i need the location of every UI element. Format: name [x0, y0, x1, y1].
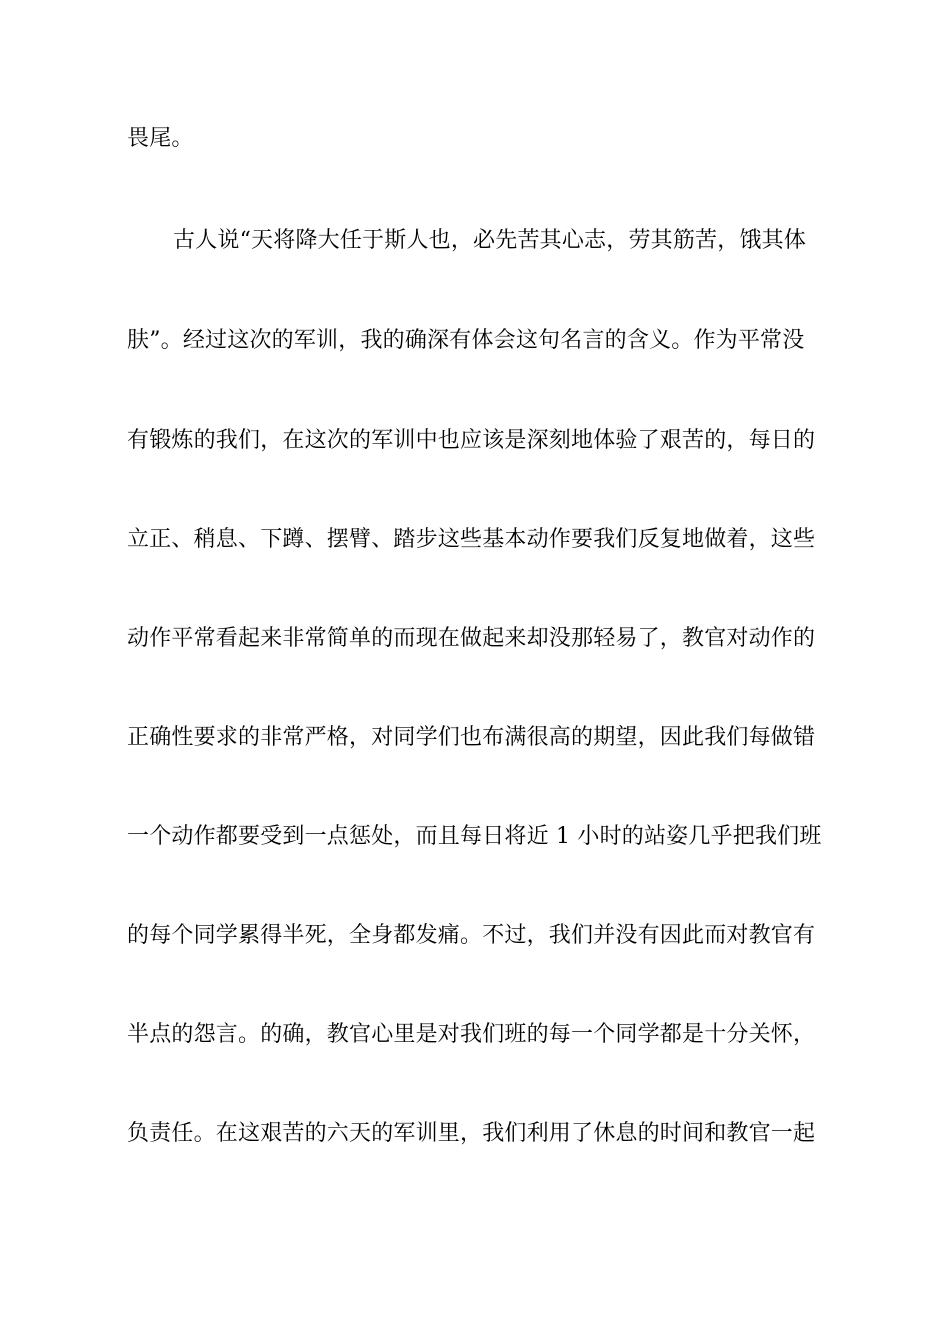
- text-line-10: 半点的怨言。的确，教官心里是对我们班的每一个同学都是十分关怀，: [127, 1022, 816, 1047]
- text-line-6: 动作平常看起来非常简单的而现在做起来却没那轻易了，教官对动作的: [127, 626, 816, 651]
- text-line-9: 的每个同学累得半死，全身都发痛。不过，我们并没有因此而对教官有: [127, 923, 816, 948]
- text-line-1: 畏尾。: [127, 126, 194, 151]
- text-line-5: 立正、稍息、下蹲、摆臂、踏步这些基本动作要我们反复地做着，这些: [127, 527, 816, 552]
- text-line-7: 正确性要求的非常严格，对同学们也布满很高的期望，因此我们每做错: [127, 725, 816, 750]
- text-line-8: 一个动作都要受到一点惩处，而且每日将近 1 小时的站姿几乎把我们班: [127, 824, 822, 849]
- text-line-4: 有锻炼的我们，在这次的军训中也应该是深刻地体验了艰苦的，每日的: [127, 428, 816, 453]
- text-line-11: 负责任。在这艰苦的六天的军训里，我们利用了休息的时间和教官一起: [127, 1121, 816, 1146]
- text-line-2: 古人说“天将降大任于斯人也，必先苦其心志，劳其筋苦，饿其体: [173, 228, 807, 253]
- text-line-3: 肤”。经过这次的军训，我的确深有体会这句名言的含义。作为平常没: [127, 328, 805, 353]
